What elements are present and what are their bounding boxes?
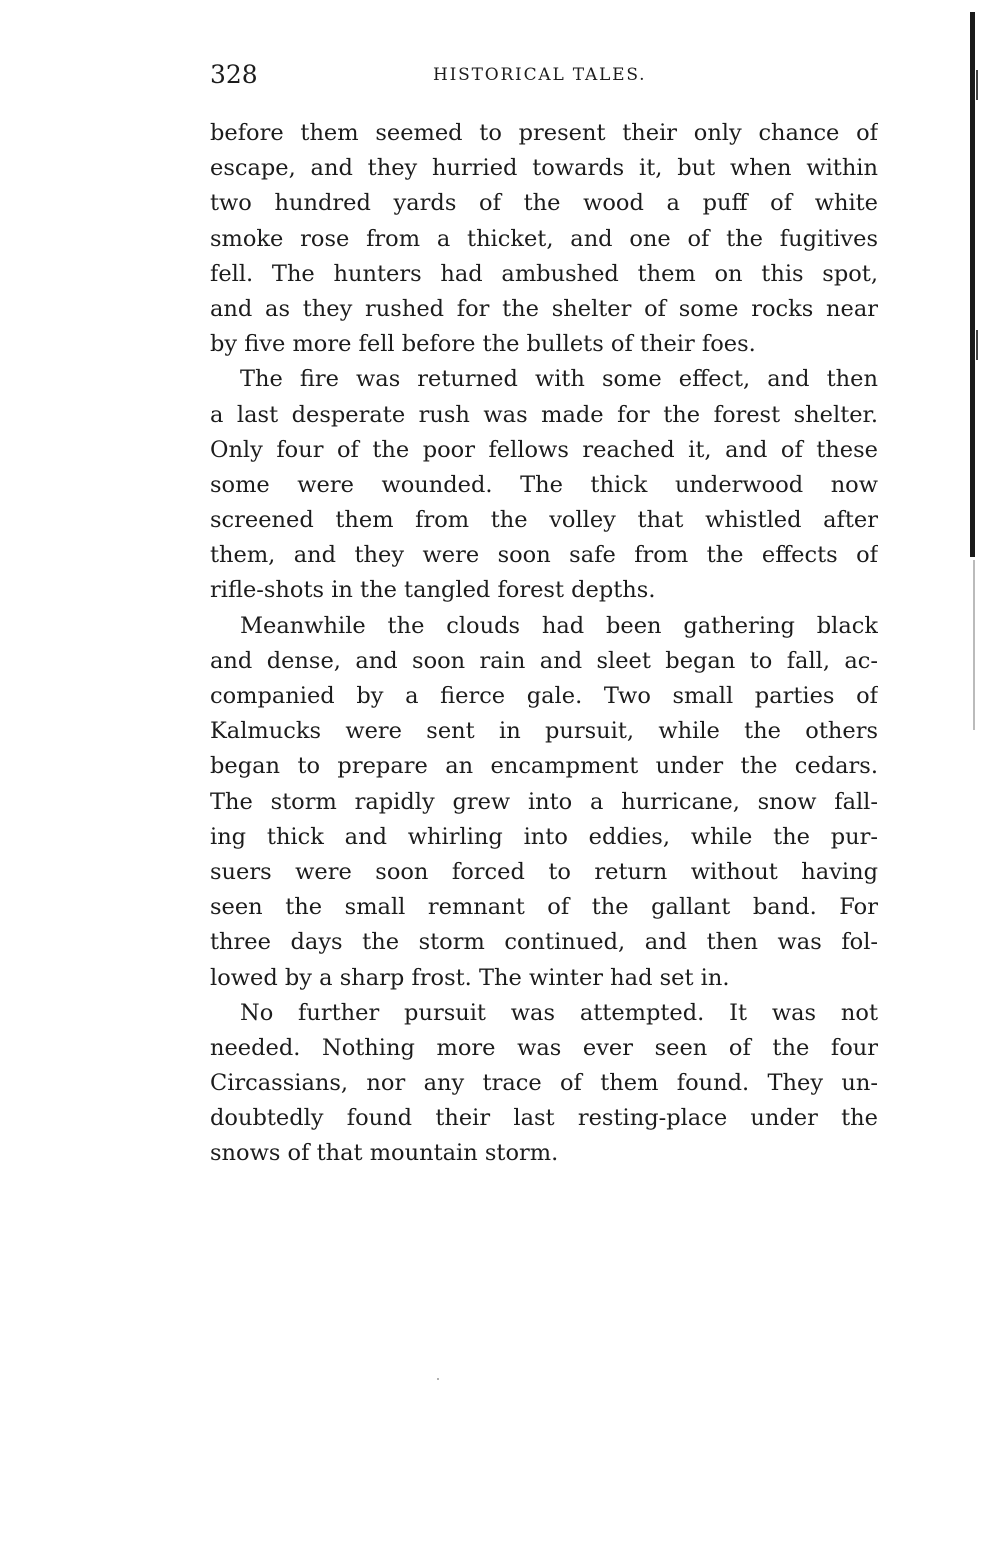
text-line: No further pursuit was attempted. It was not xyxy=(240,999,878,1026)
text-line: The storm rapidly grew into a hurricane, snow fall- xyxy=(210,788,878,815)
text-line: Circassians, nor any trace of them found. They un- xyxy=(210,1070,878,1097)
page-edge-mark xyxy=(976,70,978,100)
paragraph xyxy=(210,609,878,996)
paragraph xyxy=(210,116,878,362)
text-line: began to prepare an encampment under the cedars. xyxy=(210,753,878,780)
paragraph xyxy=(210,362,878,608)
text-line: screened them from the volley that whistled after xyxy=(210,507,878,534)
text-line: fell. The hunters had ambushed them on this spot, xyxy=(210,260,878,287)
text-line: escape, and they hurried towards it, but when within xyxy=(210,155,878,182)
text-line: rifle-shots in the tangled forest depths. xyxy=(210,577,656,604)
text-line: a last desperate rush was made for the forest shelter. xyxy=(210,401,878,428)
page-header xyxy=(210,60,878,90)
text-line: and dense, and soon rain and sleet began to fall, ac- xyxy=(210,647,878,674)
text-line: doubtedly found their last resting-place under the xyxy=(210,1105,878,1132)
text-line: ing thick and whirling into eddies, while the pur- xyxy=(210,823,878,850)
text-line: two hundred yards of the wood a puff of white xyxy=(210,190,878,217)
text-line: smoke rose from a thicket, and one of the fugitives xyxy=(210,225,878,252)
text-line: Only four of the poor fellows reached it, and of these xyxy=(210,436,878,463)
text-line: Meanwhile the clouds had been gathering black xyxy=(240,612,878,639)
text-line: Kalmucks were sent in pursuit, while the others xyxy=(210,718,878,745)
text-line: by five more fell before the bullets of their foes. xyxy=(210,331,756,358)
text-line: The fire was returned with some effect, and then xyxy=(240,366,878,393)
page-edge-mark xyxy=(976,330,978,360)
paragraph xyxy=(210,996,878,1172)
text-line: and as they rushed for the shelter of some rocks near xyxy=(210,295,878,322)
text-line: them, and they were soon safe from the effects of xyxy=(210,542,878,569)
text-line: three days the storm continued, and then was fol- xyxy=(210,929,878,956)
page-edge-faint-line xyxy=(973,560,975,730)
text-line: needed. Nothing more was ever seen of the four xyxy=(210,1034,878,1061)
text-line: before them seemed to present their only chance of xyxy=(210,120,878,146)
page-edge-binding-shadow xyxy=(970,12,975,557)
text-line: some were wounded. The thick underwood now xyxy=(210,471,878,498)
paper-speck xyxy=(437,1378,439,1380)
page-number: 328 xyxy=(210,60,258,89)
text-line: seen the small remnant of the gallant band. For xyxy=(210,894,878,921)
text-line: snows of that mountain storm. xyxy=(210,1140,559,1167)
text-line: companied by a fierce gale. Two small parties of xyxy=(210,683,878,709)
body-text xyxy=(210,116,878,1172)
text-line: lowed by a sharp frost. The winter had set in. xyxy=(210,964,730,991)
text-line: suers were soon forced to return without having xyxy=(210,858,878,885)
running-head: HISTORICAL TALES. xyxy=(433,65,647,85)
